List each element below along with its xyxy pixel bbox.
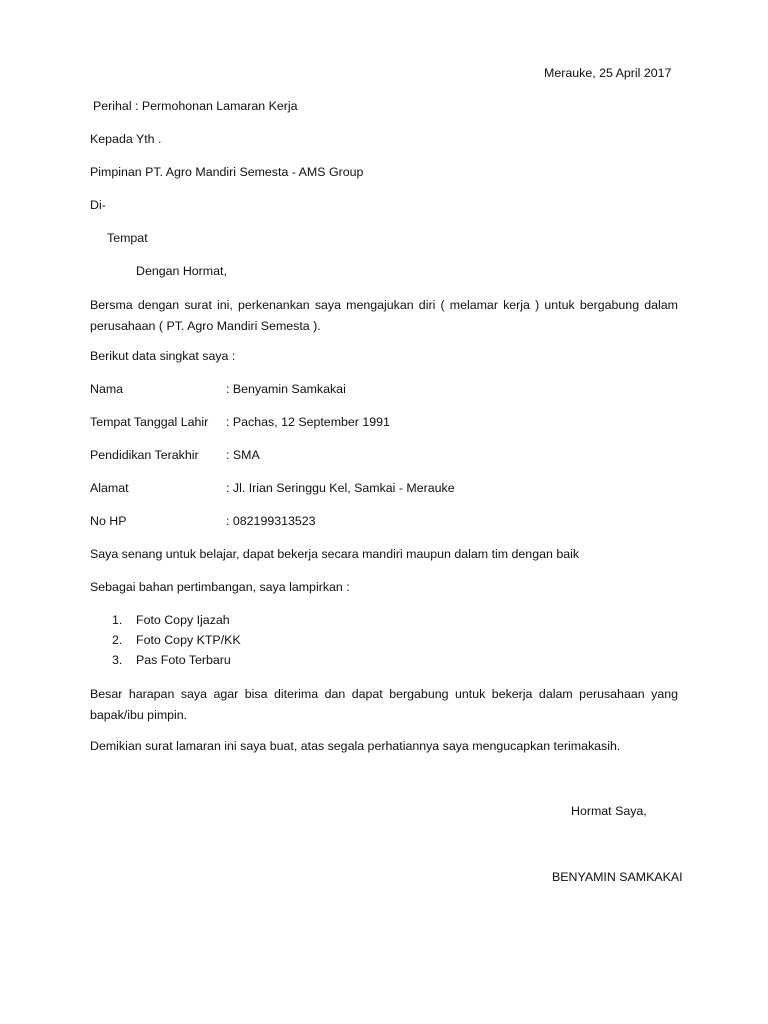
recipient-di: Di- — [90, 198, 106, 212]
letter-date: Merauke, 25 April 2017 — [544, 66, 672, 80]
closing-paragraph: Demikian surat lamaran ini saya buat, atas segala perhatiannya saya mengucapkan terimakasih. — [90, 739, 621, 753]
attachment-item: Foto Copy KTP/KK — [136, 633, 241, 647]
attachment-item: Foto Copy Ijazah — [136, 613, 230, 627]
attachment-item: Pas Foto Terbaru — [136, 653, 231, 667]
field-label-phone: No HP — [90, 514, 127, 528]
field-value-phone: : 082199313523 — [226, 514, 316, 528]
field-label-birth: Tempat Tanggal Lahir — [90, 415, 209, 429]
signature-name: BENYAMIN SAMKAKAI — [552, 870, 683, 884]
recipient-greeting: Kepada Yth . — [90, 132, 162, 146]
field-label-nama: Nama — [90, 382, 124, 396]
letter-subject: Perihal : Permohonan Lamaran Kerja — [93, 99, 298, 113]
hope-paragraph: Besar harapan saya agar bisa diterima dan dapat bergabung untuk bekerja dalam perusahaan yang bapak/ibu pimpin. — [90, 687, 678, 722]
attachment-number: 2. — [112, 633, 123, 647]
field-value-address: : Jl. Irian Seringgu Kel, Samkai - Merauke — [226, 481, 455, 495]
self-statement: Saya senang untuk belajar, dapat bekerja secara mandiri maupun dalam tim dengan baik — [90, 547, 580, 561]
field-value-nama: : Benyamin Samkakai — [226, 382, 346, 396]
regards: Hormat Saya, — [571, 804, 647, 818]
attachment-number: 1. — [112, 613, 123, 627]
recipient-place: Tempat — [107, 231, 148, 245]
attachment-number: 3. — [112, 653, 123, 667]
field-value-education: : SMA — [226, 448, 260, 462]
attachments-intro: Sebagai bahan pertimbangan, saya lampirkan : — [90, 580, 350, 594]
opening-paragraph: Bersma dengan surat ini, perkenankan saya mengajukan diri ( melamar kerja ) untuk bergabung dalam perusahaan ( PT. Agro Mandiri Semesta ). — [90, 298, 678, 333]
field-label-address: Alamat — [90, 481, 129, 495]
salutation: Dengan Hormat, — [136, 264, 227, 278]
data-intro: Berikut data singkat saya : — [90, 349, 236, 363]
field-value-birth: : Pachas, 12 September 1991 — [226, 415, 390, 429]
field-label-education: Pendidikan Terakhir — [90, 448, 199, 462]
recipient-name: Pimpinan PT. Agro Mandiri Semesta - AMS Group — [90, 165, 364, 179]
